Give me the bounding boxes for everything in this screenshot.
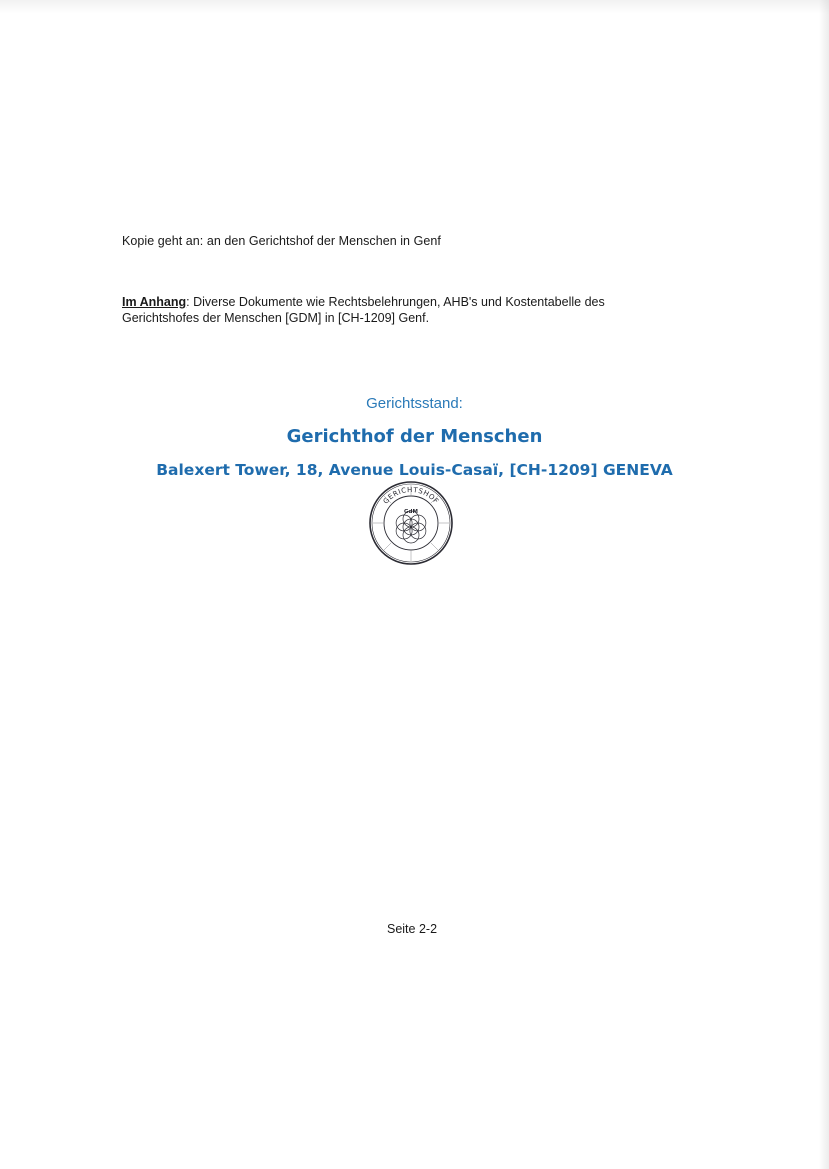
scan-edge-top	[0, 0, 829, 14]
court-seal-icon	[368, 480, 454, 566]
annex-paragraph	[122, 294, 682, 326]
seal-text-center: GdM	[404, 509, 418, 515]
jurisdiction-heading: Gerichtsstand:	[366, 395, 463, 412]
annex-label: Im Anhang	[122, 295, 187, 309]
court-address: Balexert Tower, 18, Avenue Louis-Casaï, [CH-1209] GENEVA	[156, 461, 673, 479]
scan-edge-right	[819, 0, 829, 1169]
copy-recipient-line: Kopie geht an: an den Gerichtshof der Menschen in Genf	[122, 234, 441, 248]
page-number: Seite 2-2	[386, 922, 438, 936]
seal-text-top: GERICHTSHOF	[381, 485, 441, 506]
annex-text: : Diverse Dokumente wie Rechtsbelehrungen, AHB's und Kostentabelle des Gerichtshofes der Menschen [GDM] in [CH-1209] Genf.	[122, 295, 605, 325]
court-name: Gerichthof der Menschen	[286, 426, 543, 447]
